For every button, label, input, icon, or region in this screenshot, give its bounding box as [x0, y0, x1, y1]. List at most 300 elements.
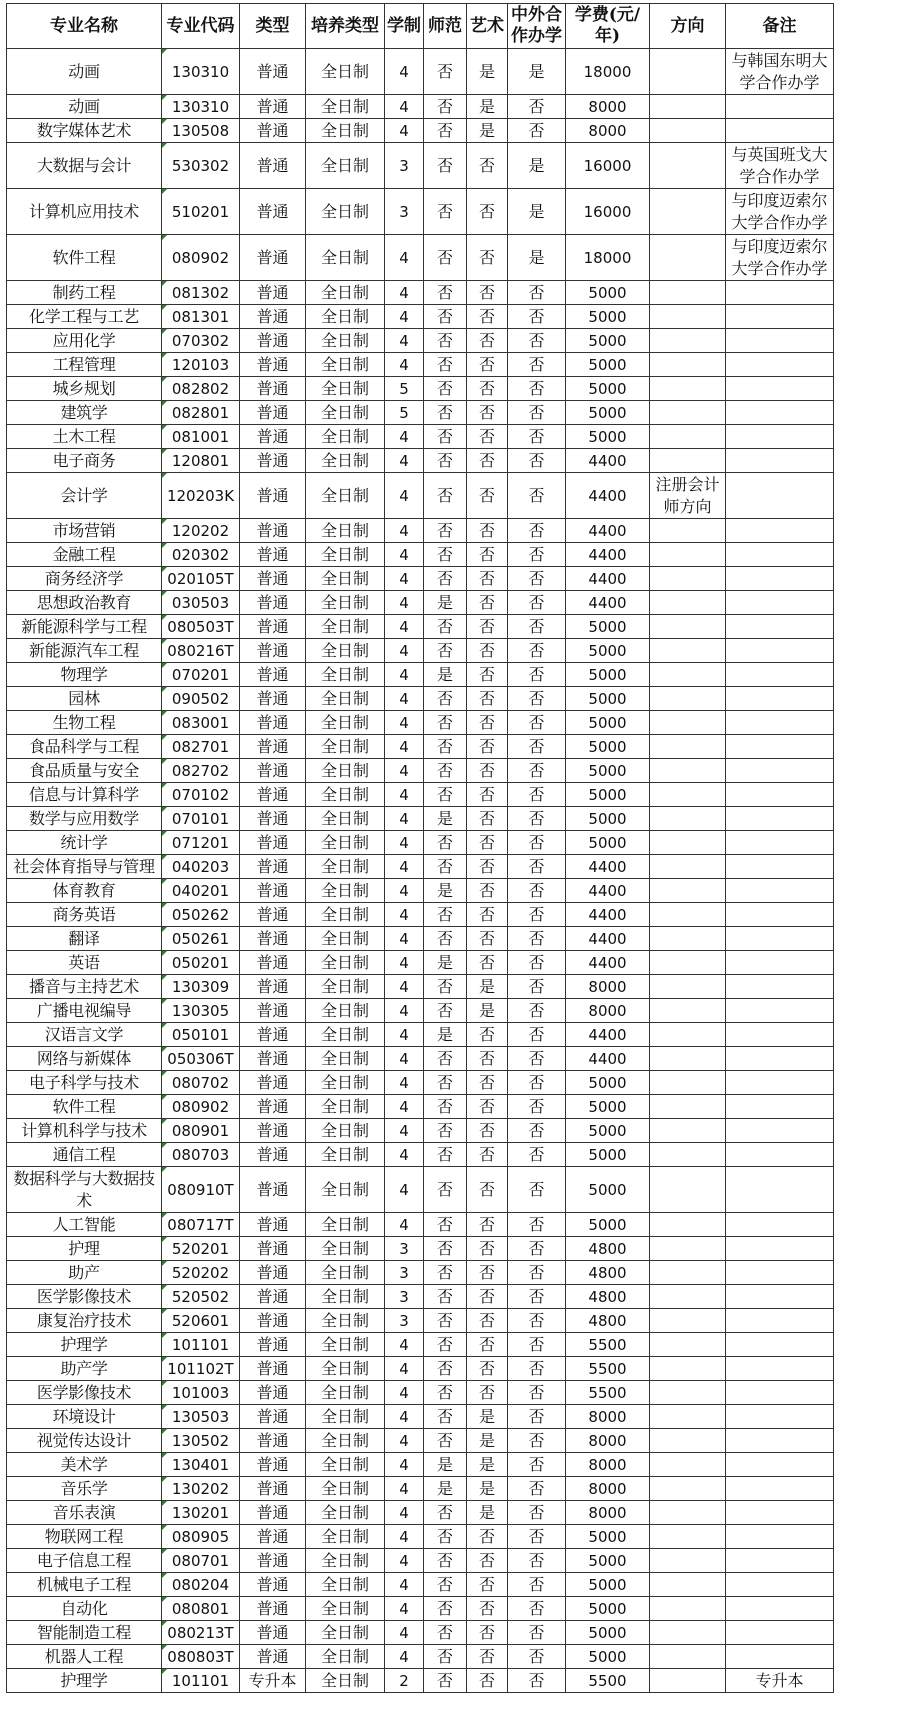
cell-remark [726, 1213, 834, 1237]
cell-teacher: 否 [424, 1621, 467, 1645]
cell-sino-foreign: 否 [508, 1621, 566, 1645]
cell-study-mode: 全日制 [306, 377, 385, 401]
cell-art: 是 [467, 975, 508, 999]
cell-fee: 8000 [566, 1405, 650, 1429]
cell-fee: 5000 [566, 615, 650, 639]
cell-fee: 16000 [566, 189, 650, 235]
cell-type: 普通 [240, 1597, 306, 1621]
cell-study-mode: 全日制 [306, 1621, 385, 1645]
cell-sino-foreign: 否 [508, 425, 566, 449]
cell-name: 会计学 [7, 473, 162, 519]
code-text: 130401 [171, 1455, 230, 1474]
cell-type: 普通 [240, 1549, 306, 1573]
code-text: 070102 [171, 785, 230, 804]
cell-years: 4 [385, 281, 424, 305]
table-row [7, 1237, 834, 1261]
cell-study-mode: 全日制 [306, 639, 385, 663]
cell-code [162, 1119, 240, 1143]
cell-fee: 8000 [566, 1453, 650, 1477]
cell-marker-icon [162, 377, 167, 382]
cell-sino-foreign: 否 [508, 1381, 566, 1405]
cell-marker-icon [162, 329, 167, 334]
cell-sino-foreign: 否 [508, 927, 566, 951]
cell-type: 普通 [240, 855, 306, 879]
cell-sino-foreign: 否 [508, 1213, 566, 1237]
cell-sino-foreign: 否 [508, 1405, 566, 1429]
cell-sino-foreign: 是 [508, 235, 566, 281]
cell-remark [726, 473, 834, 519]
table-row [7, 663, 834, 687]
cell-sino-foreign: 否 [508, 639, 566, 663]
cell-code [162, 639, 240, 663]
cell-years: 4 [385, 975, 424, 999]
cell-direction [650, 1213, 726, 1237]
table-row [7, 855, 834, 879]
cell-sino-foreign: 否 [508, 281, 566, 305]
cell-type: 普通 [240, 235, 306, 281]
code-text: 070201 [171, 665, 230, 684]
cell-study-mode: 全日制 [306, 807, 385, 831]
cell-marker-icon [162, 855, 167, 860]
cell-fee: 8000 [566, 1477, 650, 1501]
table-row [7, 903, 834, 927]
cell-remark [726, 1405, 834, 1429]
cell-code [162, 353, 240, 377]
cell-marker-icon [162, 401, 167, 406]
cell-years: 4 [385, 1477, 424, 1501]
cell-remark [726, 119, 834, 143]
cell-sino-foreign: 否 [508, 831, 566, 855]
table-row [7, 329, 834, 353]
cell-marker-icon [162, 519, 167, 524]
cell-direction [650, 95, 726, 119]
cell-direction [650, 567, 726, 591]
cell-years: 4 [385, 49, 424, 95]
table-row [7, 1525, 834, 1549]
cell-years: 4 [385, 783, 424, 807]
code-text: 101101 [171, 1335, 230, 1354]
cell-fee: 4400 [566, 1023, 650, 1047]
code-text: 130502 [171, 1431, 230, 1450]
cell-type: 普通 [240, 879, 306, 903]
cell-remark [726, 1597, 834, 1621]
cell-type: 普通 [240, 807, 306, 831]
cell-art: 否 [467, 281, 508, 305]
table-row [7, 1357, 834, 1381]
cell-name: 视觉传达设计 [7, 1429, 162, 1453]
cell-teacher: 否 [424, 425, 467, 449]
table-row [7, 281, 834, 305]
cell-marker-icon [162, 783, 167, 788]
cell-name: 网络与新媒体 [7, 1047, 162, 1071]
cell-years: 4 [385, 759, 424, 783]
header-study-mode: 培养类型 [306, 4, 385, 49]
cell-years: 4 [385, 425, 424, 449]
cell-years: 4 [385, 235, 424, 281]
cell-teacher: 否 [424, 687, 467, 711]
table-row [7, 1023, 834, 1047]
table-row [7, 473, 834, 519]
cell-sino-foreign: 否 [508, 1143, 566, 1167]
cell-code [162, 543, 240, 567]
cell-years: 4 [385, 1549, 424, 1573]
cell-art: 否 [467, 1621, 508, 1645]
cell-study-mode: 全日制 [306, 1525, 385, 1549]
cell-code [162, 1309, 240, 1333]
cell-years: 5 [385, 377, 424, 401]
header-remark: 备注 [726, 4, 834, 49]
cell-marker-icon [162, 975, 167, 980]
table-row [7, 1453, 834, 1477]
cell-study-mode: 全日制 [306, 567, 385, 591]
cell-fee: 8000 [566, 95, 650, 119]
cell-name: 食品质量与安全 [7, 759, 162, 783]
cell-code [162, 281, 240, 305]
code-text: 520601 [171, 1311, 230, 1330]
cell-remark [726, 305, 834, 329]
cell-sino-foreign: 否 [508, 543, 566, 567]
cell-art: 否 [467, 543, 508, 567]
cell-name: 机器人工程 [7, 1645, 162, 1669]
cell-type: 普通 [240, 1143, 306, 1167]
cell-teacher: 否 [424, 329, 467, 353]
cell-teacher: 否 [424, 711, 467, 735]
cell-code [162, 1071, 240, 1095]
cell-type: 普通 [240, 783, 306, 807]
cell-art: 否 [467, 1023, 508, 1047]
code-text: 130305 [171, 1001, 230, 1020]
cell-marker-icon [162, 281, 167, 286]
cell-remark [726, 783, 834, 807]
table-row [7, 1501, 834, 1525]
code-text: 071201 [171, 833, 230, 852]
cell-fee: 8000 [566, 119, 650, 143]
cell-marker-icon [162, 1119, 167, 1124]
cell-sino-foreign: 否 [508, 305, 566, 329]
table-row [7, 119, 834, 143]
cell-sino-foreign: 否 [508, 687, 566, 711]
cell-remark [726, 1645, 834, 1669]
cell-sino-foreign: 否 [508, 95, 566, 119]
cell-sino-foreign: 否 [508, 1501, 566, 1525]
cell-teacher: 否 [424, 143, 467, 189]
cell-direction [650, 1453, 726, 1477]
cell-name: 美术学 [7, 1453, 162, 1477]
cell-name: 动画 [7, 49, 162, 95]
cell-direction [650, 353, 726, 377]
cell-code [162, 615, 240, 639]
cell-fee: 5500 [566, 1669, 650, 1693]
cell-study-mode: 全日制 [306, 95, 385, 119]
cell-teacher: 是 [424, 1477, 467, 1501]
cell-remark [726, 567, 834, 591]
cell-art: 否 [467, 1237, 508, 1261]
cell-art: 否 [467, 1573, 508, 1597]
cell-name: 护理 [7, 1237, 162, 1261]
cell-teacher: 否 [424, 473, 467, 519]
cell-art: 否 [467, 903, 508, 927]
cell-study-mode: 全日制 [306, 1261, 385, 1285]
cell-art: 否 [467, 639, 508, 663]
cell-sino-foreign: 否 [508, 1669, 566, 1693]
cell-sino-foreign: 否 [508, 999, 566, 1023]
cell-sino-foreign: 否 [508, 783, 566, 807]
cell-art: 否 [467, 663, 508, 687]
cell-study-mode: 全日制 [306, 1237, 385, 1261]
cell-teacher: 否 [424, 1597, 467, 1621]
code-text: 520201 [171, 1239, 230, 1258]
cell-years: 4 [385, 591, 424, 615]
cell-remark [726, 1573, 834, 1597]
cell-art: 否 [467, 1095, 508, 1119]
cell-years: 4 [385, 951, 424, 975]
table-row [7, 305, 834, 329]
cell-code [162, 999, 240, 1023]
cell-type: 普通 [240, 95, 306, 119]
cell-teacher: 否 [424, 449, 467, 473]
cell-years: 4 [385, 1621, 424, 1645]
cell-remark [726, 735, 834, 759]
cell-teacher: 是 [424, 879, 467, 903]
header-type: 类型 [240, 4, 306, 49]
cell-direction [650, 1597, 726, 1621]
cell-art: 否 [467, 807, 508, 831]
cell-remark [726, 1261, 834, 1285]
cell-fee: 5000 [566, 1549, 650, 1573]
cell-name: 智能制造工程 [7, 1621, 162, 1645]
table-row [7, 1261, 834, 1285]
code-text: 040201 [171, 881, 230, 900]
cell-art: 否 [467, 305, 508, 329]
cell-type: 普通 [240, 999, 306, 1023]
cell-name: 食品科学与工程 [7, 735, 162, 759]
cell-teacher: 否 [424, 1669, 467, 1693]
cell-study-mode: 全日制 [306, 687, 385, 711]
table-row [7, 519, 834, 543]
cell-remark: 与印度迈索尔大学合作办学 [726, 235, 834, 281]
cell-marker-icon [162, 1549, 167, 1554]
cell-type: 普通 [240, 663, 306, 687]
cell-sino-foreign: 否 [508, 567, 566, 591]
cell-name: 体育教育 [7, 879, 162, 903]
cell-sino-foreign: 否 [508, 1119, 566, 1143]
cell-code [162, 1405, 240, 1429]
cell-remark [726, 927, 834, 951]
cell-fee: 5000 [566, 1573, 650, 1597]
cell-teacher: 否 [424, 975, 467, 999]
cell-art: 否 [467, 687, 508, 711]
cell-sino-foreign: 否 [508, 903, 566, 927]
cell-teacher: 否 [424, 519, 467, 543]
cell-name: 工程管理 [7, 353, 162, 377]
cell-name: 计算机应用技术 [7, 189, 162, 235]
table-row [7, 735, 834, 759]
cell-remark [726, 1167, 834, 1213]
cell-art: 否 [467, 951, 508, 975]
cell-study-mode: 全日制 [306, 449, 385, 473]
cell-teacher: 否 [424, 927, 467, 951]
cell-fee: 5500 [566, 1381, 650, 1405]
cell-study-mode: 全日制 [306, 543, 385, 567]
cell-sino-foreign: 否 [508, 1047, 566, 1071]
cell-marker-icon [162, 1381, 167, 1386]
cell-code [162, 567, 240, 591]
cell-sino-foreign: 否 [508, 1549, 566, 1573]
cell-marker-icon [162, 1429, 167, 1434]
cell-teacher: 否 [424, 1573, 467, 1597]
cell-fee: 5000 [566, 639, 650, 663]
cell-code [162, 879, 240, 903]
cell-direction [650, 1237, 726, 1261]
cell-name: 汉语言文学 [7, 1023, 162, 1047]
cell-years: 4 [385, 1597, 424, 1621]
cell-sino-foreign: 否 [508, 353, 566, 377]
cell-code [162, 95, 240, 119]
cell-marker-icon [162, 639, 167, 644]
cell-years: 3 [385, 143, 424, 189]
cell-art: 否 [467, 927, 508, 951]
cell-fee: 5000 [566, 401, 650, 425]
cell-teacher: 否 [424, 1381, 467, 1405]
cell-type: 普通 [240, 831, 306, 855]
cell-art: 否 [467, 235, 508, 281]
cell-years: 2 [385, 1669, 424, 1693]
cell-study-mode: 全日制 [306, 1285, 385, 1309]
cell-art: 否 [467, 783, 508, 807]
cell-sino-foreign: 否 [508, 735, 566, 759]
code-text: 520202 [171, 1263, 230, 1282]
cell-name: 通信工程 [7, 1143, 162, 1167]
cell-code [162, 711, 240, 735]
cell-study-mode: 全日制 [306, 759, 385, 783]
cell-art: 否 [467, 1597, 508, 1621]
cell-years: 4 [385, 927, 424, 951]
cell-type: 普通 [240, 1095, 306, 1119]
cell-years: 4 [385, 473, 424, 519]
cell-marker-icon [162, 1285, 167, 1290]
cell-code [162, 735, 240, 759]
table-row [7, 711, 834, 735]
cell-direction [650, 615, 726, 639]
cell-code [162, 519, 240, 543]
cell-teacher: 否 [424, 543, 467, 567]
cell-type: 普通 [240, 927, 306, 951]
cell-remark [726, 425, 834, 449]
cell-direction [650, 1669, 726, 1693]
cell-type: 普通 [240, 1119, 306, 1143]
cell-art: 否 [467, 567, 508, 591]
cell-type: 普通 [240, 281, 306, 305]
cell-type: 普通 [240, 377, 306, 401]
cell-study-mode: 全日制 [306, 1405, 385, 1429]
cell-teacher: 否 [424, 1095, 467, 1119]
cell-sino-foreign: 否 [508, 377, 566, 401]
cell-art: 是 [467, 95, 508, 119]
cell-direction [650, 1549, 726, 1573]
cell-marker-icon [162, 189, 167, 194]
cell-art: 否 [467, 1381, 508, 1405]
cell-years: 3 [385, 1309, 424, 1333]
cell-name: 动画 [7, 95, 162, 119]
cell-teacher: 否 [424, 759, 467, 783]
cell-fee: 5000 [566, 377, 650, 401]
cell-marker-icon [162, 1095, 167, 1100]
cell-study-mode: 全日制 [306, 189, 385, 235]
cell-direction [650, 1261, 726, 1285]
cell-name: 数据科学与大数据技术 [7, 1167, 162, 1213]
cell-years: 4 [385, 1167, 424, 1213]
code-text: 510201 [171, 202, 230, 221]
cell-sino-foreign: 否 [508, 807, 566, 831]
cell-type: 普通 [240, 1645, 306, 1669]
cell-marker-icon [162, 687, 167, 692]
cell-marker-icon [162, 951, 167, 956]
cell-sino-foreign: 否 [508, 711, 566, 735]
cell-type: 普通 [240, 189, 306, 235]
cell-study-mode: 全日制 [306, 281, 385, 305]
cell-remark [726, 1095, 834, 1119]
cell-type: 普通 [240, 1261, 306, 1285]
cell-marker-icon [162, 663, 167, 668]
cell-study-mode: 全日制 [306, 1047, 385, 1071]
table-row [7, 975, 834, 999]
cell-marker-icon [162, 831, 167, 836]
cell-fee: 5000 [566, 735, 650, 759]
table-header [7, 4, 834, 49]
cell-years: 4 [385, 1573, 424, 1597]
cell-teacher: 是 [424, 1023, 467, 1047]
cell-remark [726, 663, 834, 687]
code-text: 080910T [167, 1180, 234, 1199]
cell-type: 普通 [240, 687, 306, 711]
cell-direction [650, 425, 726, 449]
cell-remark [726, 615, 834, 639]
table-row [7, 951, 834, 975]
cell-fee: 4400 [566, 591, 650, 615]
table-row [7, 543, 834, 567]
cell-remark [726, 1357, 834, 1381]
cell-fee: 5000 [566, 353, 650, 377]
cell-sino-foreign: 否 [508, 1597, 566, 1621]
cell-type: 普通 [240, 1501, 306, 1525]
cell-marker-icon [162, 1237, 167, 1242]
cell-years: 4 [385, 119, 424, 143]
cell-direction [650, 49, 726, 95]
cell-teacher: 否 [424, 1333, 467, 1357]
cell-marker-icon [162, 1143, 167, 1148]
cell-remark [726, 1023, 834, 1047]
cell-sino-foreign: 否 [508, 1477, 566, 1501]
cell-art: 否 [467, 1261, 508, 1285]
cell-years: 4 [385, 95, 424, 119]
cell-name: 英语 [7, 951, 162, 975]
cell-teacher: 否 [424, 1285, 467, 1309]
code-text: 080216T [167, 641, 234, 660]
cell-direction [650, 831, 726, 855]
table-row [7, 49, 834, 95]
table-row [7, 1285, 834, 1309]
cell-study-mode: 全日制 [306, 473, 385, 519]
cell-sino-foreign: 是 [508, 189, 566, 235]
table-row [7, 1477, 834, 1501]
cell-fee: 4400 [566, 1047, 650, 1071]
table-row [7, 377, 834, 401]
cell-sino-foreign: 否 [508, 1357, 566, 1381]
cell-direction [650, 687, 726, 711]
cell-fee: 4400 [566, 855, 650, 879]
cell-type: 普通 [240, 1023, 306, 1047]
cell-sino-foreign: 否 [508, 1023, 566, 1047]
